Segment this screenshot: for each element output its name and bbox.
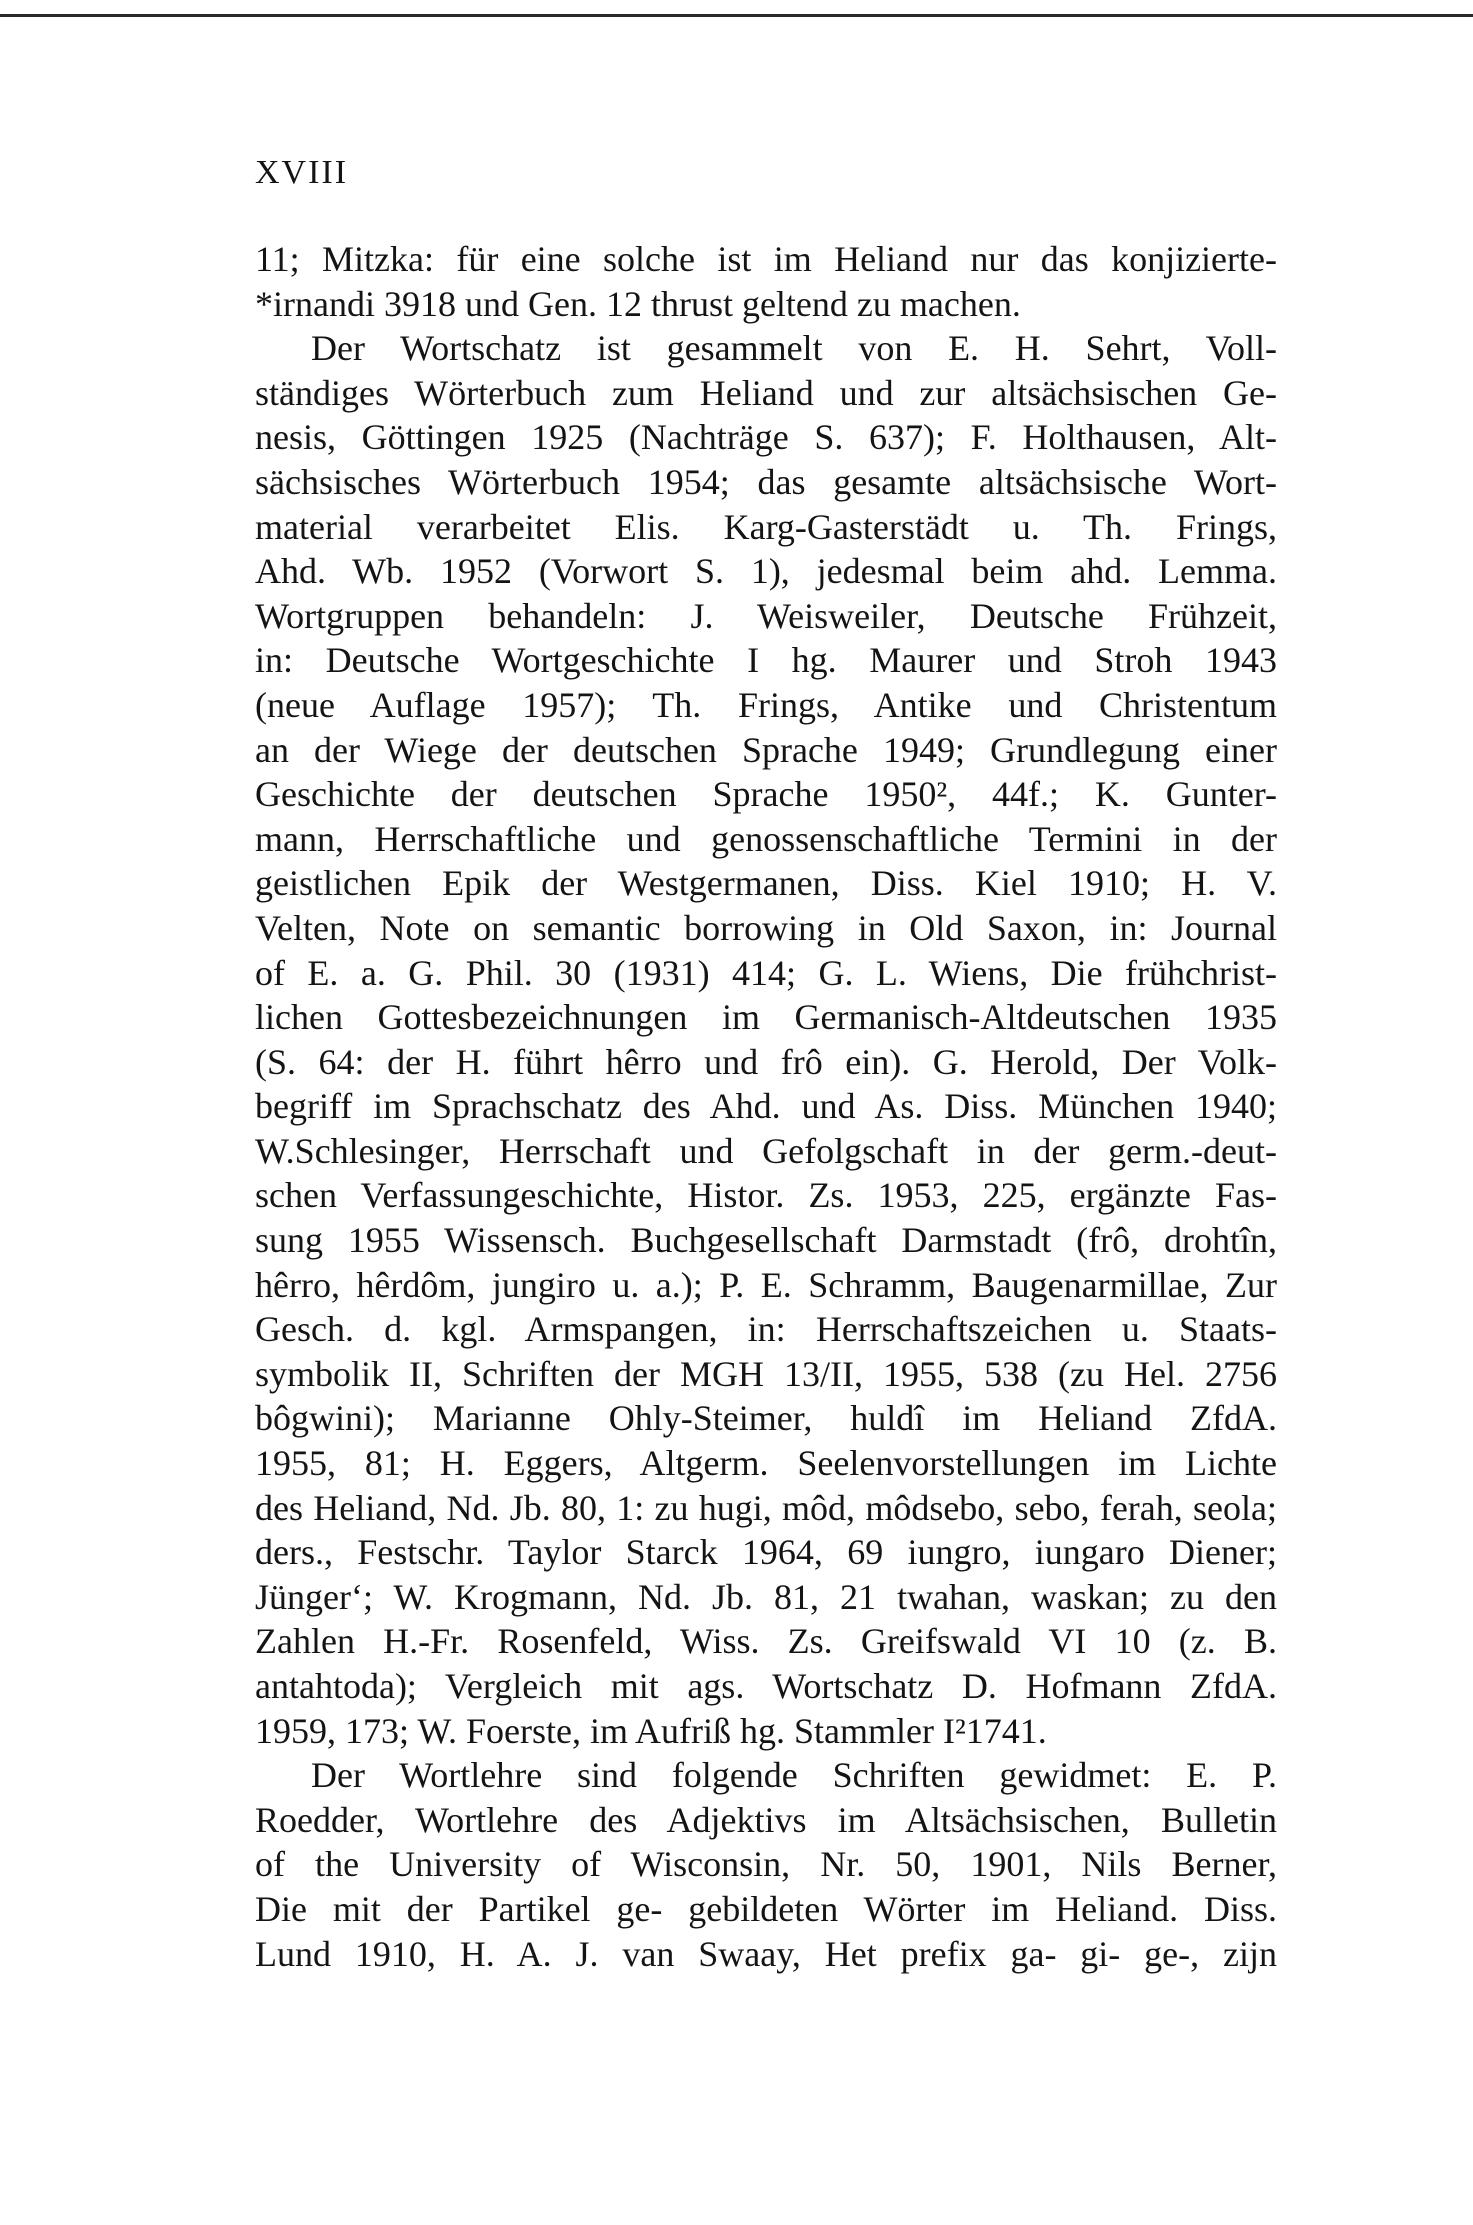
text-line: *irnandi 3918 und Gen. 12 thrust geltend zu machen. [255,283,1021,324]
text-line: sächsisches Wörterbuch 1954; das gesamte altsächsische Wort- [255,461,1277,502]
text-line: 11; Mitzka: für eine solche ist im Heliand nur das konjizierte- [255,239,1277,279]
text-line: Die mit der Partikel ge- gebildeten Wörter im Heliand. Diss. [255,1888,1277,1929]
text-line: Velten, Note on semantic borrowing in Old Saxon, in: Journal [255,907,1277,948]
text-line: Zahlen H.-Fr. Rosenfeld, Wiss. Zs. Greifswald VI 10 (z. B. [255,1621,1277,1662]
text-line: (S. 64: der H. führt hêrro und frô ein). G. Herold, Der Volk- [255,1041,1277,1082]
text-line: Lund 1910, H. A. J. van Swaay, Het prefix ga- gi- ge-, zijn [255,1933,1277,1974]
text-line: hêrro, hêrdôm, jungiro u. a.); P. E. Schramm, Baugenarmillae, Zur [255,1264,1277,1305]
text-line: nesis, Göttingen 1925 (Nachträge S. 637); F. Holthausen, Alt- [255,417,1277,458]
text-line: lichen Gottesbezeichnungen im Germanisch-Altdeutschen 1935 [255,997,1277,1038]
text-line: des Heliand, Nd. Jb. 80, 1: zu hugi, môd, môdsebo, sebo, ferah, seola; [255,1487,1277,1528]
text-line: mann, Herrschaftliche und genossenschaftliche Termini in der [255,818,1277,859]
text-line: Der Wortlehre sind folgende Schriften gewidmet: E. P. [311,1755,1277,1796]
text-line: ständiges Wörterbuch zum Heliand und zur altsächsischen Ge- [255,372,1277,413]
page-number: XVIII [255,154,349,191]
text-line: begriff im Sprachschatz des Ahd. und As. Diss. München 1940; [255,1086,1277,1127]
text-line: antahtoda); Vergleich mit ags. Wortschatz D. Hofmann ZfdA. [255,1666,1277,1706]
text-line: 1959, 173; W. Foerste, im Aufriß hg. Stammler I²1741. [255,1710,1047,1751]
text-line: (neue Auflage 1957); Th. Frings, Antike und Christentum [255,684,1277,725]
text-line: geistlichen Epik der Westgermanen, Diss. Kiel 1910; H. V. [255,863,1277,904]
text-line: symbolik II, Schriften der MGH 13/II, 1955, 538 (zu Hel. 2756 [255,1353,1277,1394]
text-line: material verarbeitet Elis. Karg-Gasterstädt u. Th. Frings, [255,506,1277,547]
text-line: bôgwini); Marianne Ohly-Steimer, huldî im Heliand ZfdA. [255,1398,1277,1439]
text-line: of E. a. G. Phil. 30 (1931) 414; G. L. Wiens, Die frühchrist- [255,952,1277,993]
text-line: Geschichte der deutschen Sprache 1950², 44f.; K. Gunter- [255,774,1277,815]
text-line: Gesch. d. kgl. Armspangen, in: Herrschaftszeichen u. Staats- [255,1309,1277,1350]
text-line: Wortgruppen behandeln: J. Weisweiler, Deutsche Frühzeit, [255,595,1277,636]
text-line: ders., Festschr. Taylor Starck 1964, 69 iungro, iungaro Diener; [255,1532,1277,1573]
text-line: Jünger‘; W. Krogmann, Nd. Jb. 81, 21 twahan, waskan; zu den [255,1576,1277,1617]
text-line: Roedder, Wortlehre des Adjektivs im Altsächsischen, Bulletin [255,1799,1277,1840]
text-line: of the University of Wisconsin, Nr. 50, 1901, Nils Berner, [255,1844,1277,1885]
text-line: an der Wiege der deutschen Sprache 1949; Grundlegung einer [255,729,1277,770]
text-line: in: Deutsche Wortgeschichte I hg. Maurer und Stroh 1943 [255,640,1277,681]
body-text [255,237,1277,1976]
top-rule [0,14,1473,17]
text-line: Ahd. Wb. 1952 (Vorwort S. 1), jedesmal beim ahd. Lemma. [255,551,1277,592]
text-line: schen Verfassungeschichte, Histor. Zs. 1953, 225, ergänzte Fas- [255,1175,1277,1216]
text-line: Der Wortschatz ist gesammelt von E. H. Sehrt, Voll- [311,328,1277,369]
text-line: 1955, 81; H. Eggers, Altgerm. Seelenvorstellungen im Lichte [255,1443,1277,1484]
text-line: sung 1955 Wissensch. Buchgesellschaft Darmstadt (frô, drohtîn, [255,1220,1277,1261]
text-line: W.Schlesinger, Herrschaft und Gefolgschaft in der germ.-deut- [255,1130,1277,1171]
